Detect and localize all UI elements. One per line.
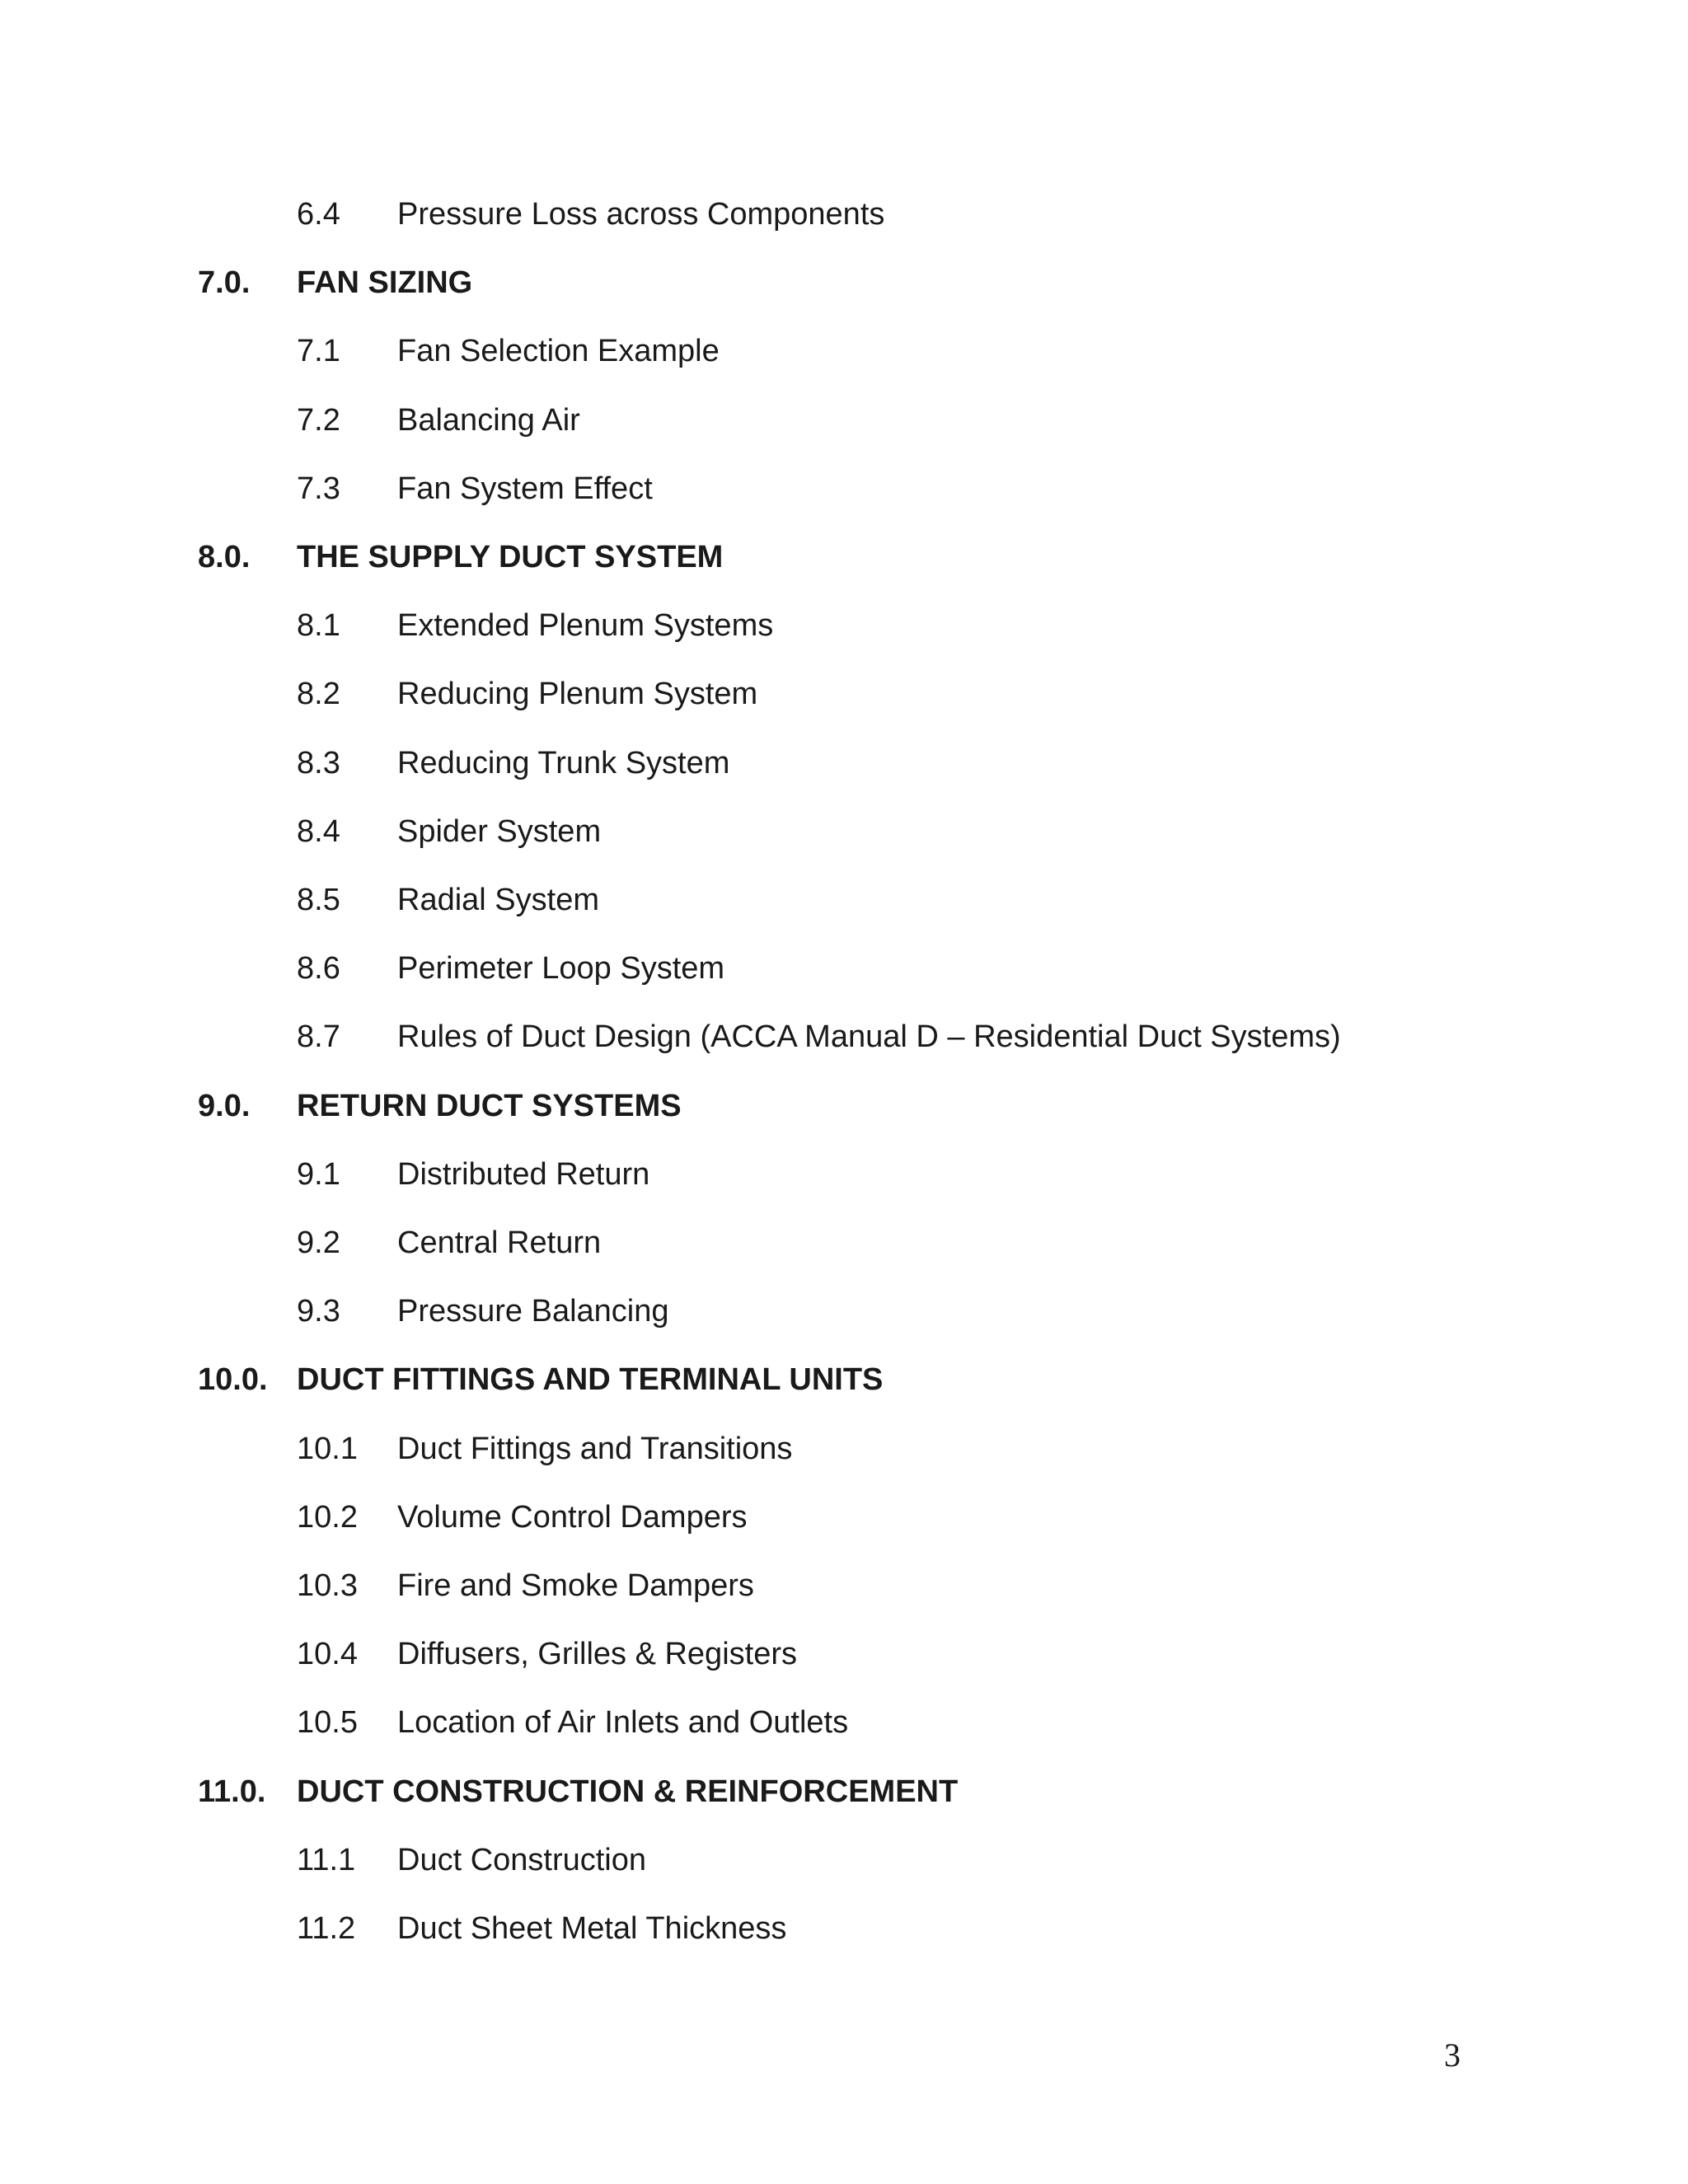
toc-number: 6.4 (297, 197, 340, 232)
toc-title: Duct Fittings and Transitions (397, 1431, 793, 1466)
toc-entry (0, 1286, 1688, 1336)
toc-number: 10.2 (297, 1499, 358, 1535)
toc-number: 8.1 (297, 608, 340, 644)
toc-title: Fire and Smoke Dampers (397, 1568, 754, 1603)
toc-title: Pressure Balancing (397, 1294, 669, 1329)
toc-title: RETURN DUCT SYSTEMS (297, 1088, 682, 1123)
toc-number: 8.2 (297, 677, 340, 712)
toc-entry (0, 875, 1688, 925)
toc-number: 10.3 (297, 1568, 358, 1603)
toc-title: Reducing Trunk System (397, 745, 730, 780)
toc-title: Extended Plenum Systems (397, 608, 774, 644)
toc-number: 7.1 (297, 334, 340, 369)
toc-number: 10.4 (297, 1637, 358, 1672)
toc-section-heading (0, 1767, 1688, 1816)
toc-number: 9.2 (297, 1226, 340, 1260)
toc-entry (0, 807, 1688, 856)
toc-title: Volume Control Dampers (397, 1499, 748, 1535)
toc-entry (0, 190, 1688, 239)
toc-title: Fan System Effect (397, 471, 653, 506)
toc-entry (0, 944, 1688, 993)
toc-section-heading (0, 258, 1688, 307)
toc-title: Pressure Loss across Components (397, 197, 885, 232)
toc-title: Perimeter Loop System (397, 951, 725, 987)
toc-section-heading (0, 1355, 1688, 1404)
toc-number: 7.2 (297, 402, 340, 438)
toc-number: 8.7 (297, 1019, 340, 1055)
toc-number: 8.4 (297, 813, 340, 849)
toc-title: THE SUPPLY DUCT SYSTEM (297, 540, 724, 574)
toc-title: Diffusers, Grilles & Registers (397, 1637, 797, 1672)
toc-number: 11.1 (297, 1842, 356, 1877)
toc-number: 7.0. (198, 265, 251, 301)
toc-title: Rules of Duct Design (ACCA Manual D – Residential Duct Systems) (397, 1019, 1341, 1055)
toc-title: DUCT FITTINGS AND TERMINAL UNITS (297, 1362, 884, 1398)
toc-number: 10.5 (297, 1705, 358, 1741)
toc-number: 8.0. (198, 540, 251, 574)
toc-number: 7.3 (297, 471, 340, 506)
toc-entry (0, 396, 1688, 445)
toc-title: Spider System (397, 813, 602, 849)
toc-number: 11.2 (297, 1911, 356, 1946)
page-number: 3 (1444, 2036, 1461, 2074)
toc-title: Fan Selection Example (397, 334, 720, 369)
toc-entry (0, 1629, 1688, 1679)
toc-title: Duct Construction (397, 1842, 647, 1877)
toc-title: Location of Air Inlets and Outlets (397, 1705, 849, 1741)
toc-number: 8.3 (297, 745, 340, 780)
toc-title: Reducing Plenum System (397, 677, 758, 712)
toc-entry (0, 1012, 1688, 1062)
toc-entry (0, 1561, 1688, 1610)
toc-entry (0, 1904, 1688, 1953)
toc-title: Central Return (397, 1226, 602, 1260)
toc-title: Radial System (397, 883, 599, 917)
toc-title: Balancing Air (397, 402, 580, 438)
toc-title: DUCT CONSTRUCTION & REINFORCEMENT (297, 1774, 959, 1809)
toc-number: 10.1 (297, 1431, 358, 1466)
toc-entry (0, 669, 1688, 719)
toc-number: 9.3 (297, 1294, 340, 1329)
toc-entry (0, 1698, 1688, 1747)
toc-section-heading (0, 1081, 1688, 1131)
toc-entry (0, 1835, 1688, 1885)
toc-number: 10.0. (198, 1362, 268, 1398)
toc-entry (0, 738, 1688, 788)
toc-entry (0, 464, 1688, 513)
toc-entry (0, 601, 1688, 650)
toc-section-heading (0, 532, 1688, 582)
toc-number: 11.0. (198, 1774, 266, 1809)
toc-title: Duct Sheet Metal Thickness (397, 1911, 787, 1946)
toc-entry (0, 1493, 1688, 1542)
toc-entry (0, 326, 1688, 376)
toc-number: 8.6 (297, 951, 340, 987)
toc-number: 8.5 (297, 883, 340, 917)
toc-title: FAN SIZING (297, 265, 473, 301)
toc-entry (0, 1218, 1688, 1268)
toc-title: Distributed Return (397, 1156, 650, 1192)
toc-number: 9.0. (198, 1088, 251, 1123)
toc-entry (0, 1150, 1688, 1199)
toc-entry (0, 1424, 1688, 1474)
toc-number: 9.1 (297, 1156, 340, 1192)
